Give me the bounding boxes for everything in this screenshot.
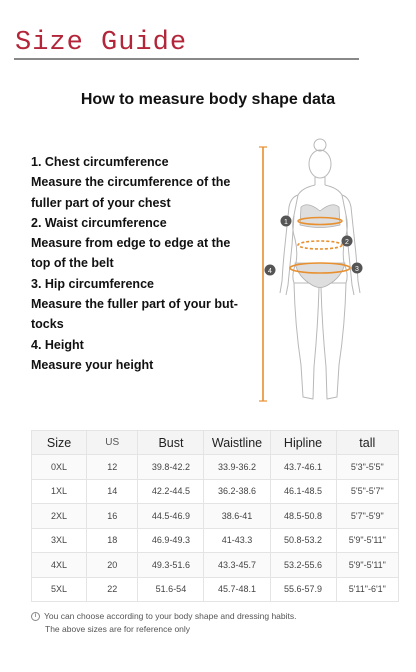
- column-header-size: Size: [32, 431, 87, 455]
- page-title: Size Guide: [15, 28, 188, 58]
- instruction-line: 3. Hip circumference: [31, 276, 154, 291]
- note-line-2: The above sizes are for reference only: [45, 624, 191, 634]
- cell-waistline: 45.7-48.1: [204, 577, 270, 602]
- table-row: [32, 504, 399, 529]
- info-icon: i: [31, 612, 40, 621]
- table-header-row: [32, 431, 399, 455]
- cell-size: 2XL: [32, 504, 87, 529]
- cell-hipline: 50.8-53.2: [270, 528, 336, 553]
- cell-us: 12: [87, 455, 138, 480]
- cell-size: 4XL: [32, 553, 87, 578]
- cell-size: 1XL: [32, 479, 87, 504]
- svg-text:3: 3: [355, 266, 359, 273]
- instruction-line: Measure the circumference of the: [31, 175, 231, 190]
- column-header-us: US: [87, 431, 138, 455]
- section-heading: How to measure body shape data: [80, 91, 336, 108]
- instruction-line: 1. Chest circumference: [31, 155, 169, 169]
- cell-waistline: 33.9-36.2: [204, 455, 270, 480]
- cell-us: 16: [87, 504, 138, 529]
- cell-bust: 39.8-42.2: [138, 455, 204, 480]
- waist-tape: [298, 241, 342, 249]
- size-chart-table: [31, 430, 399, 602]
- marker-3: [352, 263, 363, 274]
- cell-waistline: 38.6-41: [204, 504, 270, 529]
- table-row: [32, 577, 399, 602]
- table-row: [32, 528, 399, 553]
- table-row: [32, 479, 399, 504]
- cell-bust: 42.2-44.5: [138, 479, 204, 504]
- cell-tall: 5'3"-5'5": [336, 455, 398, 480]
- cell-size: 0XL: [32, 455, 87, 480]
- instruction-line: 4. Height: [31, 337, 84, 352]
- cell-waistline: 36.2-38.6: [204, 479, 270, 504]
- cell-hipline: 48.5-50.8: [270, 504, 336, 529]
- note-line-1: You can choose according to your body shape and dressing habits.: [44, 611, 297, 621]
- cell-hipline: 55.6-57.9: [270, 577, 336, 602]
- table-row: [32, 553, 399, 578]
- cell-waistline: 43.3-45.7: [204, 553, 270, 578]
- svg-text:2: 2: [345, 239, 349, 246]
- cell-size: 5XL: [32, 577, 87, 602]
- briefs-garment: [295, 263, 345, 288]
- instruction-line: 2. Waist circumference: [31, 215, 167, 230]
- marker-1: [281, 216, 292, 227]
- cell-hipline: 53.2-55.6: [270, 553, 336, 578]
- cell-bust: 51.6-54: [138, 577, 204, 602]
- cell-tall: 5'11"-6'1": [336, 577, 398, 602]
- instruction-line: top of the belt: [31, 256, 114, 271]
- cell-bust: 46.9-49.3: [138, 528, 204, 553]
- title-divider: [14, 58, 359, 60]
- cell-tall: 5'7"-5'9": [336, 504, 398, 529]
- column-header-bust: Bust: [138, 431, 204, 455]
- cell-us: 14: [87, 479, 138, 504]
- cell-hipline: 46.1-48.5: [270, 479, 336, 504]
- measurement-instructions: [31, 152, 256, 375]
- instruction-line: Measure your height: [31, 357, 154, 372]
- instruction-line: fuller part of your chest: [31, 195, 171, 210]
- cell-tall: 5'9"-5'11": [336, 553, 398, 578]
- cell-us: 18: [87, 528, 138, 553]
- cell-waistline: 41-43.3: [204, 528, 270, 553]
- marker-4: [265, 265, 276, 276]
- marker-2: [342, 236, 353, 247]
- cell-us: 20: [87, 553, 138, 578]
- instruction-line: Measure from edge to edge at the: [31, 236, 231, 251]
- cell-bust: 44.5-46.9: [138, 504, 204, 529]
- cell-size: 3XL: [32, 528, 87, 553]
- table-row: [32, 455, 399, 480]
- reference-note: [31, 610, 297, 636]
- column-header-waistline: Waistline: [204, 431, 270, 455]
- svg-text:1: 1: [284, 219, 288, 226]
- body-measurement-figure: [258, 135, 383, 410]
- cell-bust: 49.3-51.6: [138, 553, 204, 578]
- cell-us: 22: [87, 577, 138, 602]
- instruction-line: Measure the fuller part of your but-: [31, 297, 238, 312]
- cell-tall: 5'9"-5'11": [336, 528, 398, 553]
- instruction-line: tocks: [31, 317, 64, 332]
- cell-hipline: 43.7-46.1: [270, 455, 336, 480]
- cell-tall: 5'5"-5'7": [336, 479, 398, 504]
- column-header-hipline: Hipline: [270, 431, 336, 455]
- svg-text:4: 4: [268, 268, 272, 275]
- column-header-tall: tall: [336, 431, 398, 455]
